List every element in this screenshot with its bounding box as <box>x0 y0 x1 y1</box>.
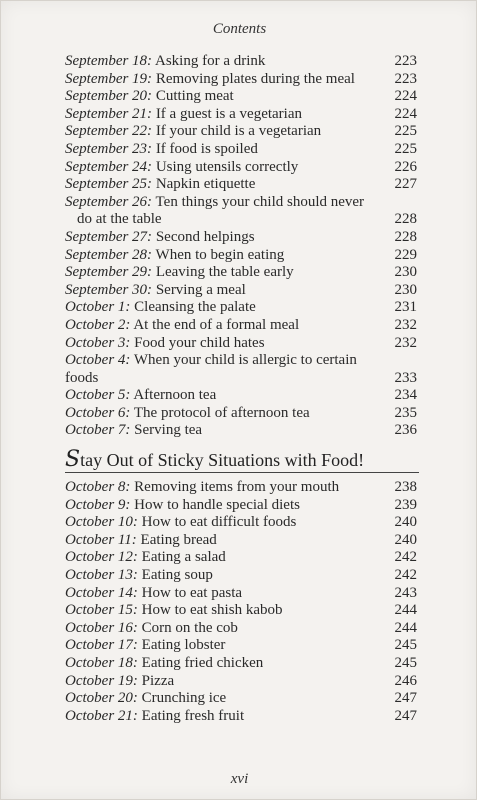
entry-title: Eating bread <box>140 531 217 548</box>
entry-title: Cleansing the palate <box>134 299 256 316</box>
entry-page: 224 <box>394 88 417 105</box>
entry-title: Using utensils correctly <box>155 158 299 175</box>
entry-date: October 3: <box>65 334 131 351</box>
entry-page: 239 <box>394 496 417 513</box>
entry-page: 245 <box>394 654 417 671</box>
toc-entry <box>65 141 417 159</box>
entry-date: October 17: <box>65 637 138 654</box>
entry-page: 244 <box>394 619 417 636</box>
toc-entry <box>65 352 417 387</box>
entry-title: Napkin etiquette <box>155 176 256 193</box>
toc-entry <box>65 264 417 282</box>
entry-page: 242 <box>394 549 417 566</box>
entry-title: If food is spoiled <box>155 140 258 157</box>
entry-title: The protocol of afternoon tea <box>133 404 310 421</box>
toc-entry <box>65 532 417 550</box>
entry-date: October 14: <box>65 584 138 601</box>
entry-page: 245 <box>394 637 417 654</box>
entry-page: 246 <box>394 672 417 689</box>
entry-page: 234 <box>394 387 417 404</box>
toc-entry <box>65 673 417 691</box>
entry-date: October 15: <box>65 602 138 619</box>
entry-date: September 24: <box>65 158 153 175</box>
entry-title: At the end of a formal meal <box>133 316 300 333</box>
entry-date: October 2: <box>65 316 131 333</box>
toc-entry <box>65 247 417 265</box>
entry-page: 230 <box>394 281 417 298</box>
entry-page: 244 <box>394 602 417 619</box>
entry-date: October 1: <box>65 299 131 316</box>
entry-title: How to eat shish kabob <box>141 602 283 619</box>
entry-page: 243 <box>394 584 417 601</box>
entry-title-continued: do at the table <box>77 211 162 228</box>
toc-entry <box>65 88 417 106</box>
entry-title: How to eat difficult foods <box>141 514 297 531</box>
entry-page: 233 <box>394 369 417 386</box>
entry-page: 240 <box>394 514 417 531</box>
entry-page: 240 <box>394 531 417 548</box>
entry-page: 229 <box>394 246 417 263</box>
toc-entry <box>65 387 417 405</box>
entry-page: 230 <box>394 264 417 281</box>
toc-entry <box>65 159 417 177</box>
toc-entry <box>65 549 417 567</box>
running-head: Contents <box>212 21 267 37</box>
entry-title: Ten things your child should never <box>155 193 365 210</box>
entry-title: Leaving the table early <box>155 264 294 281</box>
entry-title: Corn on the cob <box>141 619 238 636</box>
entry-title: When to begin eating <box>155 246 285 263</box>
entry-date: September 21: <box>65 105 153 122</box>
toc-entry <box>65 405 417 423</box>
entry-date: October 13: <box>65 566 138 583</box>
entry-page: 247 <box>394 707 417 724</box>
entry-page: 223 <box>394 53 417 69</box>
entry-date: September 25: <box>65 176 153 193</box>
toc-entry <box>65 123 417 141</box>
toc-entry <box>65 514 417 532</box>
toc-entry <box>65 299 417 317</box>
entry-date: October 10: <box>65 514 138 531</box>
entry-date: September 30: <box>65 281 153 298</box>
entry-title: Food your child hates <box>134 334 265 351</box>
entry-date: September 18: <box>65 53 153 69</box>
entry-date: September 27: <box>65 228 153 245</box>
toc-entry <box>65 655 417 673</box>
entry-title: How to handle special diets <box>134 496 300 513</box>
entry-date: October 21: <box>65 707 138 724</box>
toc-entry <box>65 479 417 497</box>
toc-list-september-october <box>65 53 417 440</box>
entry-title: Cutting meat <box>155 88 234 105</box>
entry-title: When your child is allergic to certain foods <box>65 352 357 386</box>
toc-entry <box>65 497 417 515</box>
toc-entry <box>65 585 417 603</box>
entry-date: September 23: <box>65 140 153 157</box>
entry-title: Asking for a drink <box>155 53 266 69</box>
entry-date: September 26: <box>65 193 153 210</box>
entry-page: 232 <box>394 334 417 351</box>
entry-title: If a guest is a vegetarian <box>155 105 302 122</box>
entry-page: 242 <box>394 566 417 583</box>
entry-date: October 18: <box>65 654 138 671</box>
entry-date: September 19: <box>65 70 153 87</box>
entry-page: 224 <box>394 105 417 122</box>
toc-entry <box>65 176 417 194</box>
entry-title: Removing items from your mouth <box>134 479 340 495</box>
toc-entry <box>65 567 417 585</box>
entry-date: September 29: <box>65 264 153 281</box>
entry-title: Removing plates during the meal <box>155 70 355 87</box>
entry-date: September 28: <box>65 246 153 263</box>
entry-title: Eating soup <box>141 566 213 583</box>
entry-date: October 6: <box>65 404 131 421</box>
toc-entry <box>65 690 417 708</box>
toc-entry <box>65 620 417 638</box>
entry-page: 232 <box>394 316 417 333</box>
section-heading-text: tay Out of Sticky Situations with Food! <box>80 450 365 470</box>
entry-page: 226 <box>394 158 417 175</box>
entry-title: Afternoon tea <box>133 387 217 404</box>
section-rule <box>65 472 419 473</box>
entry-title: If your child is a vegetarian <box>155 123 322 140</box>
entry-date: October 4: <box>65 352 131 369</box>
entry-date: October 19: <box>65 672 138 689</box>
entry-page: 225 <box>394 123 417 140</box>
entry-page: 231 <box>394 299 417 316</box>
entry-title: Crunching ice <box>141 690 227 707</box>
page-number: xvi <box>230 771 249 787</box>
entry-date: October 16: <box>65 619 138 636</box>
entry-date: October 12: <box>65 549 138 566</box>
toc-entry <box>65 317 417 335</box>
toc-entry <box>65 637 417 655</box>
entry-date: September 20: <box>65 88 153 105</box>
toc-entry <box>65 194 417 229</box>
entry-title: Eating lobster <box>141 637 226 654</box>
toc-entry <box>65 422 417 440</box>
toc-entry <box>65 708 417 726</box>
entry-page: 225 <box>394 140 417 157</box>
entry-page: 223 <box>394 70 417 87</box>
toc-entry <box>65 335 417 353</box>
entry-title: Second helpings <box>155 228 255 245</box>
entry-date: October 7: <box>65 422 131 439</box>
entry-page: 227 <box>394 176 417 193</box>
entry-page: 228 <box>394 211 417 228</box>
toc-entry <box>65 602 417 620</box>
entry-date: September 22: <box>65 123 153 140</box>
entry-date: October 5: <box>65 387 131 404</box>
toc-entry <box>65 229 417 247</box>
toc-entry <box>65 106 417 124</box>
entry-page: 228 <box>394 228 417 245</box>
entry-date: October 9: <box>65 496 131 513</box>
entry-title: Eating fresh fruit <box>141 707 245 724</box>
section-heading <box>65 447 425 472</box>
entry-page: 247 <box>394 690 417 707</box>
entry-date: October 20: <box>65 690 138 707</box>
toc-entry <box>65 53 417 71</box>
entry-title: Eating a salad <box>141 549 226 566</box>
entry-title: How to eat pasta <box>141 584 243 601</box>
entry-title: Eating fried chicken <box>141 654 264 671</box>
entry-date: October 11: <box>65 531 137 548</box>
entry-title: Serving a meal <box>155 281 246 298</box>
entry-page: 236 <box>394 422 417 439</box>
entry-title: Serving tea <box>134 422 203 439</box>
toc-entry <box>65 71 417 89</box>
entry-title: Pizza <box>141 672 175 689</box>
toc-entry <box>65 282 417 300</box>
section-heading-initial: S <box>65 447 81 472</box>
entry-date: October 8: <box>65 479 131 495</box>
toc-list-sticky-situations <box>65 479 417 725</box>
entry-page: 238 <box>394 479 417 495</box>
entry-page: 235 <box>394 404 417 421</box>
